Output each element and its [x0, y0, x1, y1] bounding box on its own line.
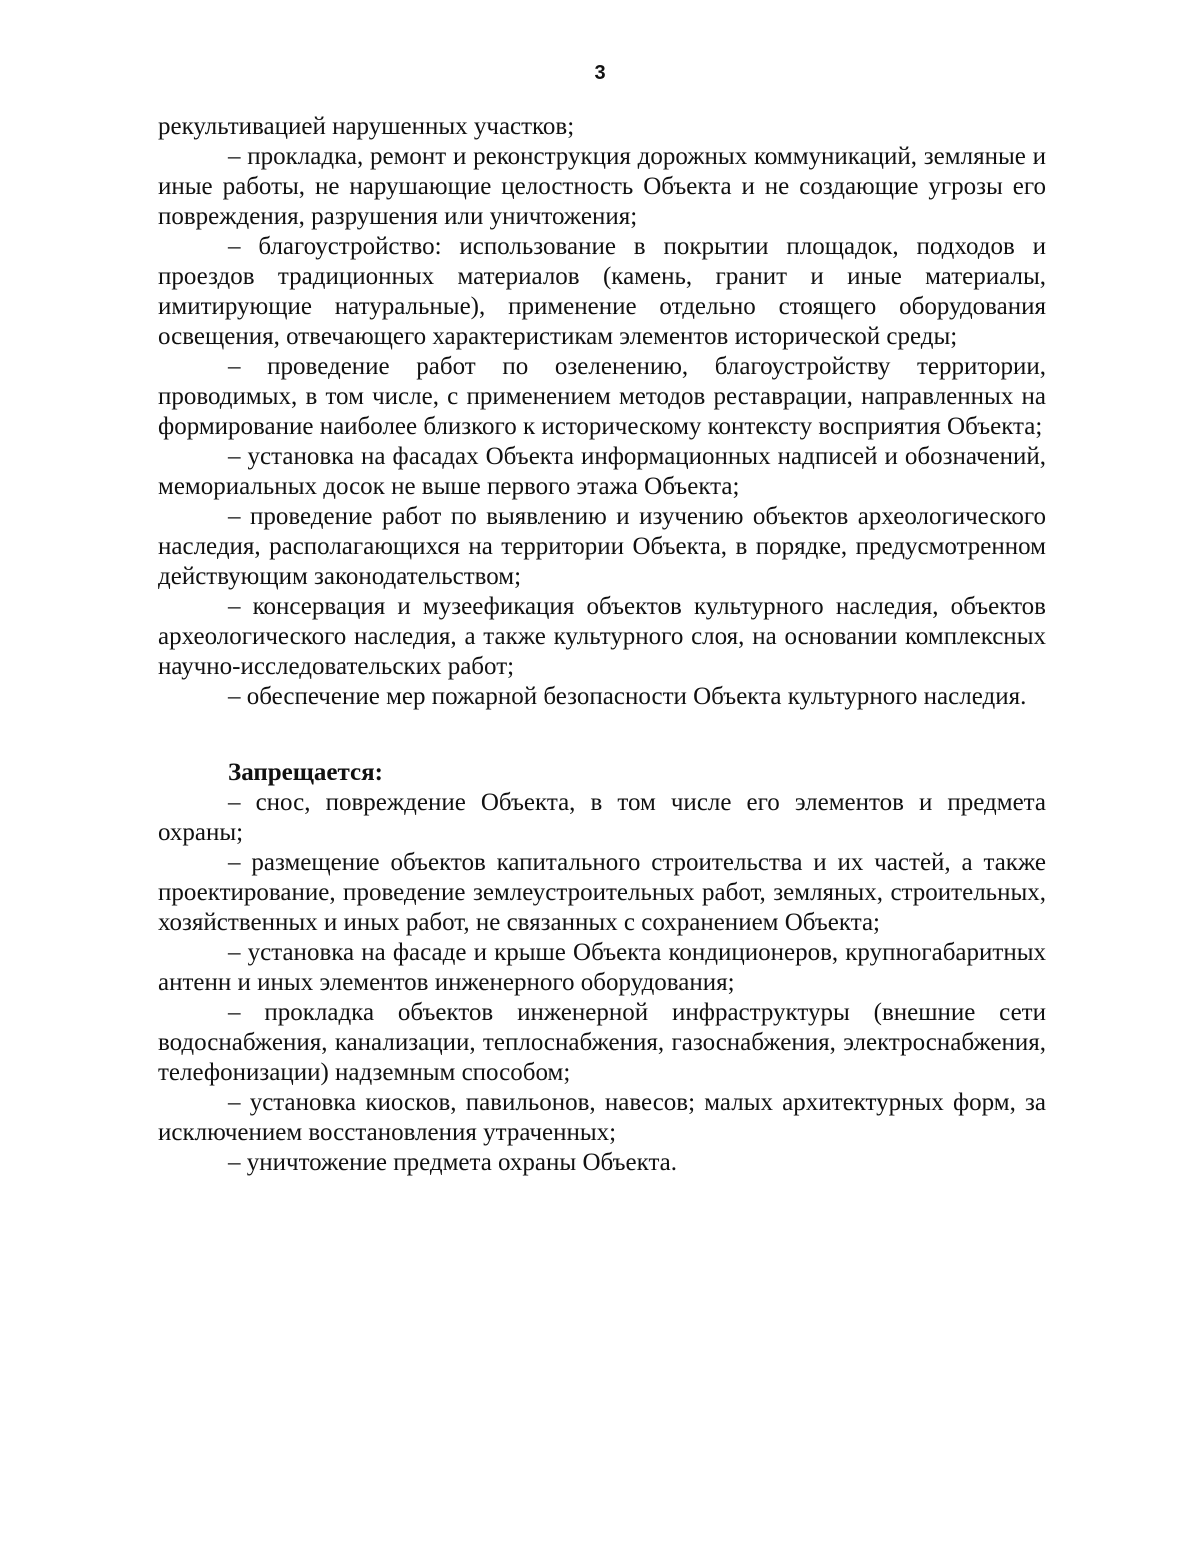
- prohibited-works-section: [158, 758, 1046, 1178]
- section-heading: Запрещается:: [228, 759, 384, 786]
- paragraph-continuation: рекультивацией нарушенных участков;: [158, 113, 575, 140]
- list-item: – консервация и музеефикация объектов культурного наследия, объектов археологического наследия, а также культурного слоя, на основании комплексных научно-исследовательских работ;: [158, 593, 1046, 680]
- list-item: – проведение работ по выявлению и изучению объектов археологического наследия, располагающихся на территории Объекта, в порядке, предусмотренном действующим законодательством;: [158, 503, 1046, 590]
- list-item: – проведение работ по озеленению, благоустройству территории, проводимых, в том числе, с применением методов реставрации, направленных на формирование наиболее близкого к историческому контексту восприятия Объекта;: [158, 353, 1046, 440]
- list-item: – установка на фасаде и крыше Объекта кондиционеров, крупногабаритных антенн и иных элементов инженерного оборудования;: [158, 939, 1046, 996]
- list-item: – обеспечение мер пожарной безопасности Объекта культурного наследия.: [228, 683, 1027, 710]
- list-item: – прокладка, ремонт и реконструкция дорожных коммуникаций, земляные и иные работы, не нарушающие целостность Объекта и не создающие угрозы его повреждения, разрушения или уничтожения;: [158, 143, 1046, 230]
- list-item: – установка киосков, павильонов, навесов; малых архитектурных форм, за исключением восстановления утраченных;: [158, 1089, 1046, 1146]
- list-item: – размещение объектов капитального строительства и их частей, а также проектирование, проведение землеустроительных работ, земляных, строительных, хозяйственных и иных работ, не связанных с сохранением Объекта;: [158, 849, 1046, 936]
- permitted-works-list: [158, 112, 1046, 712]
- list-item: – благоустройство: использование в покрытии площадок, подходов и проездов традиционных материалов (камень, гранит и иные материалы, имитирующие натуральные), применение отдельно стоящего оборудования освещения, отвечающего характеристикам элементов исторической среды;: [158, 233, 1046, 350]
- document-body: [158, 112, 1046, 1178]
- section-spacer: [158, 712, 1046, 758]
- list-item: – прокладка объектов инженерной инфраструктуры (внешние сети водоснабжения, канализации, теплоснабжения, газоснабжения, электроснабжения, телефонизации) надземным способом;: [158, 999, 1046, 1086]
- page-number: 3: [594, 62, 606, 84]
- list-item: – установка на фасадах Объекта информационных надписей и обозначений, мемориальных досок не выше первого этажа Объекта;: [158, 443, 1046, 500]
- list-item: – снос, повреждение Объекта, в том числе его элементов и предмета охраны;: [158, 789, 1046, 846]
- list-item: – уничтожение предмета охраны Объекта.: [228, 1149, 678, 1176]
